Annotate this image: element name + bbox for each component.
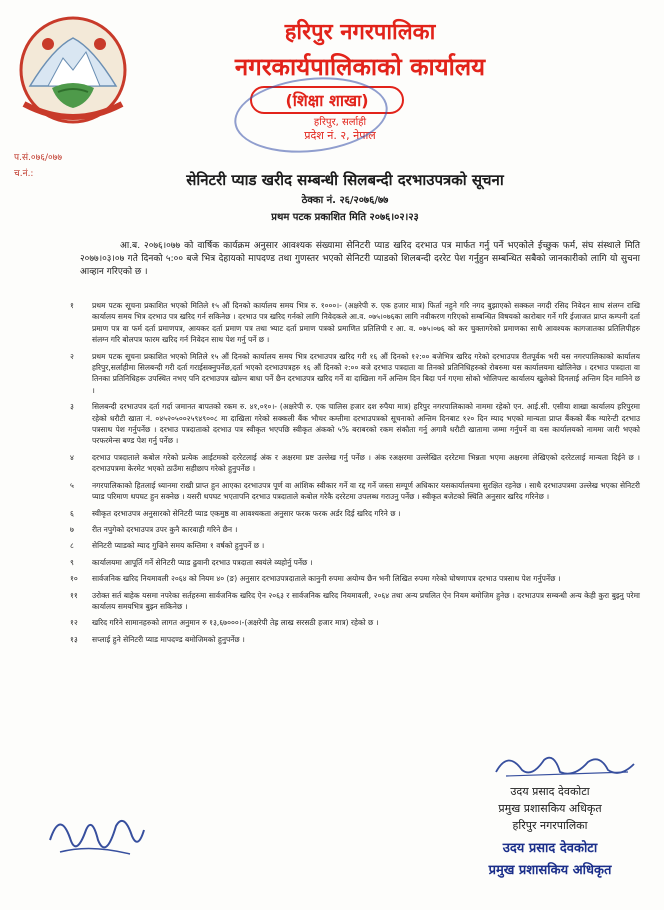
list-item bbox=[70, 508, 640, 519]
list-item bbox=[70, 617, 640, 628]
letter-number: प.सं.०७६/०७७ bbox=[14, 153, 63, 163]
list-item bbox=[70, 540, 640, 551]
item-number: १० bbox=[70, 574, 78, 584]
item-text: उरोक्त सर्त बाहेक यसमा नपरेका सर्तहरुमा सार्वजनिक खरिद ऐन २०६३ र सार्वजनिक खरिद नियमावली, २०६४ तथा अन्य प्रचलित ऐन नियम बमोजिम हुनेछ । दरभाउपत्र सम्बन्धी अन्य केही कुरा बुझ्नु परेमा कार्यालय समयभित्र बुझ्न सकिनेछ । bbox=[92, 590, 640, 611]
list-item bbox=[70, 300, 640, 346]
item-number: ४ bbox=[70, 452, 74, 462]
item-text: प्रथम पटक सूचना प्रकाशित भएको मितिले १५ औं दिनको कार्यालय समय भित्र रु. १०००।- (अक्षरेपी रु. एक हजार मात्र) फिर्ता नहुने गरि नगद बुझाएको सक्कल नगदी रसिद निवेदन साथ संलग्न राखि कार्यालय समय भित्र दरभाउ पत्र खरिद गर्न सकिनेछ । दरभाउ पत्र खरिद गर्नको लागि निवेदकले आ.व. ०७५।०७६का लागि नवीकरण गरिएको सम्बन्धित विषयको कारोबार गर्ने गरि ईजाजत प्राप्त कम्पनी दर्ता प्रमाण पत्र वा फर्म दर्ता प्रमाणपत्र, आयकर दर्ता प्रमाण पत्र तथा भ्याट दर्ता प्रमाण पत्रको प्रमाणित प्रतिलिपी र आ. व. ०७५।०७६ को कर चुक्तागरेको प्रमाणका साथै आवश्यक कागजातका प्रतिलिपीहरु संलग्न गरि बोलपत्र फारम खरिद गर्न निवेदन साथ पेश गर्नु पर्ने छ । bbox=[92, 301, 640, 345]
item-text: प्रथम पटक सूचना प्रकाशित भएको मितिले १५ औं दिनको कार्यालय समय भित्र दरभाउपत्र खरिद गरी १६ औं दिनको १२:०० बजेभित्र खरिद गरेको दरभाउपत्र रीतपूर्वक भरी यस नगरपालिकाको कार्यालय हरिपुर,सर्लाहीमा सिलबन्दी गरी दर्ता गराईसक्नुपर्नेछ,दर्ता भएको दरभाउपत्रहरु १६ औं दिनको २:०० बजे दरभाउ पत्रदाता वा तिनको प्रतिनिधिहरुको रोबरुमा यस कार्यालयमा खोलिनेछ । दरभाउ पत्रदाता वा तिनका प्रतिनिधिहरू उपस्थित नभए पनि दरभाउपत्र खोल्न बाधा पर्ने छैन दरभाउपत्र खरिद गर्ने वा दाखिला गर्ने अन्तिम दिन बिदा पर्न गएमा सोको भोलिपल्ट कार्यालय खुलेको दिनलाई अन्तिम दिन मानिने छ । bbox=[92, 351, 640, 395]
item-text: नगरपालिकाको हितलाई ध्यानमा राखी प्राप्त हुन आएका दरभाउपत्र पूर्ण वा आंशिक स्वीकार गर्ने वा रद्द गर्ने जस्ता सम्पूर्ण अधिकार यसकार्यालयमा सुरक्षित रहनेछ । साथै दरभाउपत्रमा उल्लेख भएका सेनिटरी प्याड परिमाण थपघट हुन सक्नेछ । यसरी थपघट भएतापनि दरभाउ पत्रदाताले कबोल गरेकै दररेटमा उपलब्ध गराउनु पर्नेछ । स्वीकृत बजेटको स्थिति अनुसार खरिद गरिनेछ । bbox=[92, 480, 640, 502]
conditions-list bbox=[70, 300, 640, 650]
item-number: ५ bbox=[70, 480, 74, 490]
item-text: सप्लाई हुने सेनिटरी प्याड मापदण्ड बमोजिमको हुनुपर्नेछ । bbox=[92, 634, 245, 644]
name-stamp: उदय प्रसाद देवकोटा bbox=[502, 841, 598, 856]
item-number: १ bbox=[70, 301, 74, 310]
list-item bbox=[70, 590, 640, 613]
municipality-name: हरिपुर नगरपालिका bbox=[284, 20, 436, 45]
province-name: प्रदेश नं. २, नेपाल bbox=[304, 129, 376, 142]
list-item bbox=[70, 452, 640, 475]
list-item bbox=[70, 524, 640, 535]
item-number: ३ bbox=[70, 402, 74, 412]
signature-mark bbox=[488, 748, 638, 782]
item-text: कार्यालयमा आपूर्ति गर्ने सेनिटरी प्याड ढुवानी दरभाउ पत्रदाता स्वयंले व्यहोर्नु पर्नेछ । bbox=[92, 557, 313, 567]
item-number: २ bbox=[70, 351, 74, 361]
office-location: हरिपुर, सर्लाही bbox=[313, 117, 367, 128]
signatory-name: उदय प्रसाद देवकोटा bbox=[510, 785, 590, 798]
item-number: ९ bbox=[70, 557, 74, 567]
list-item bbox=[70, 573, 640, 584]
list-item bbox=[70, 351, 640, 397]
office-seal bbox=[231, 70, 392, 160]
published-date: प्रथम पटक प्रकाशित मिति २०७६।०२।२३ bbox=[271, 212, 419, 223]
notice-intro: आ.ब. २०७६।०७७ को वार्षिक कार्यक्रम अनुसार आवश्यक संख्यामा सेनिटरी प्याड खरिद दरभाउ पत्र मार्फत गर्नु पर्ने भएकोले ईच्छुक फर्म, संघ संस्थाले मिति २०७७।०३।०७ गते दिनको ५:०० बजे भित्र देहायको मापदण्ड तथा गुणस्तर भएको सेनिटरी प्याडको शिलबन्दी दररेट पेश गर्नुहुन सम्बन्धित सबैको जानकारीको लागि यो सुचना आव्हान गरिएको छ । bbox=[80, 241, 640, 277]
item-text: स्वीकृत दरभाउपत्र अनुसारको सेनिटरी प्याड एकमुष्ठ वा आवश्यकता अनुसार फरक फरक अर्डर दिई खरिद गरिने छ । bbox=[92, 508, 401, 518]
item-number: ११ bbox=[70, 590, 78, 600]
item-number: १२ bbox=[70, 618, 78, 628]
item-text: सिलबन्दी दरभाउपत्र दर्ता गर्दा जमानत बापतको रकम रु. ४१,०१०।- (अक्षरेपी रु. एक चालिस हजार दश रुपैया मात्र) हरिपुर नगरपालिकाको नाममा रहेको एन. आई.सी. एसीया शाखा कार्यालय हरिपुरमा रहेको धरौटी खाता नं. ०४५२०५००२५९४९००८ मा दाखिला गरेको सक्कली बैंक भौचर कम्तीमा दरभाउपत्रको सूचनाको अन्तिम दिनबाट १२० दिन म्याद भएको मान्यता प्राप्त बैंकको बैंक ग्यारेन्टी दरभाउ पत्रसाथ पेश गर्नुपर्नेछ । दरभाउ पत्रदाताको दरभाउ पत्र स्वीकृत भएपछि स्वीकृत अंकको ५% बराबरको रकम संकौता गर्नु अगावै धरौटी खातामा जम्मा गर्नुपर्ने वा यस कार्यालयको नाममा जारी भएको परफरमेन्स बण्ड पेश गर्नु पर्नेछ । bbox=[92, 402, 640, 446]
signatory-office: हरिपुर नगरपालिका bbox=[512, 819, 588, 832]
item-text: सार्वजनिक खरिद नियमावली २०६४ को नियम ४० (ङ) अनुसार दरभाउपत्रदाताले कानुनी रुपमा अयोग्य छैन भनी लिखित रुपमा गरेको घोषणापत्र दरभाउ पत्रसाथ पेश गर्नुपर्नेछ । bbox=[92, 574, 561, 584]
item-number: ६ bbox=[70, 508, 74, 518]
list-item bbox=[70, 634, 640, 645]
nepal-government-emblem bbox=[8, 8, 138, 130]
office-name: नगरकार्यपालिकाको कार्यालय bbox=[234, 53, 486, 81]
notice-title: सेनिटरी प्याड खरीद सम्बन्धी सिलबन्दी दरभाउपत्रको सूचना bbox=[186, 171, 504, 189]
item-text: दरभाउ पत्रदाताले कबोल गरेको प्रत्येक आईटमको दररेटलाई अंक र अक्षरमा प्रष्ट उल्लेख गर्नु पर्नेछ । अंक रअक्षरमा उल्लेखित दररेटमा भिन्नता भएमा अक्षरमा लेखिएको दररेटलाई मान्यता दिईने छ । दरभाउपत्रमा केरमेट भएको ठाउँमा सहीछाप गरेको हुनुपर्नेछ । bbox=[92, 452, 640, 474]
list-item bbox=[70, 401, 640, 447]
handwritten-initials bbox=[40, 800, 150, 870]
item-text: खरिद गरिने सामानहरुको लागत अनुमान रु १३,६७०००।-(अक्षरेपी तेह्र लाख सरसठी हजार मात्र) रहेको छ । bbox=[92, 618, 379, 628]
signatory-designation: प्रमुख प्रशासकिय अधिकृत bbox=[498, 802, 602, 815]
item-number: ७ bbox=[70, 524, 74, 534]
designation-stamp: प्रमुख प्रशासकिय अधिकृत bbox=[488, 863, 612, 878]
section-name: (शिक्षा शाखा) bbox=[250, 86, 404, 114]
dispatch-number: च.नं.: bbox=[14, 169, 34, 179]
item-number: १३ bbox=[70, 634, 78, 644]
list-item bbox=[70, 557, 640, 568]
item-text: रीत नपुगेको दरभाउपत्र उपर कुनै कारवाही गरिने छैन । bbox=[92, 524, 238, 534]
item-number: ८ bbox=[70, 541, 74, 551]
contract-number: ठेक्का नं. २६/२०७६/७७ bbox=[301, 195, 389, 206]
item-text: सेनिटरी प्याडको म्याद गुज्रिने समय कम्तिमा १ वर्षको हुनुपर्ने छ । bbox=[92, 541, 265, 551]
list-item bbox=[70, 480, 640, 503]
